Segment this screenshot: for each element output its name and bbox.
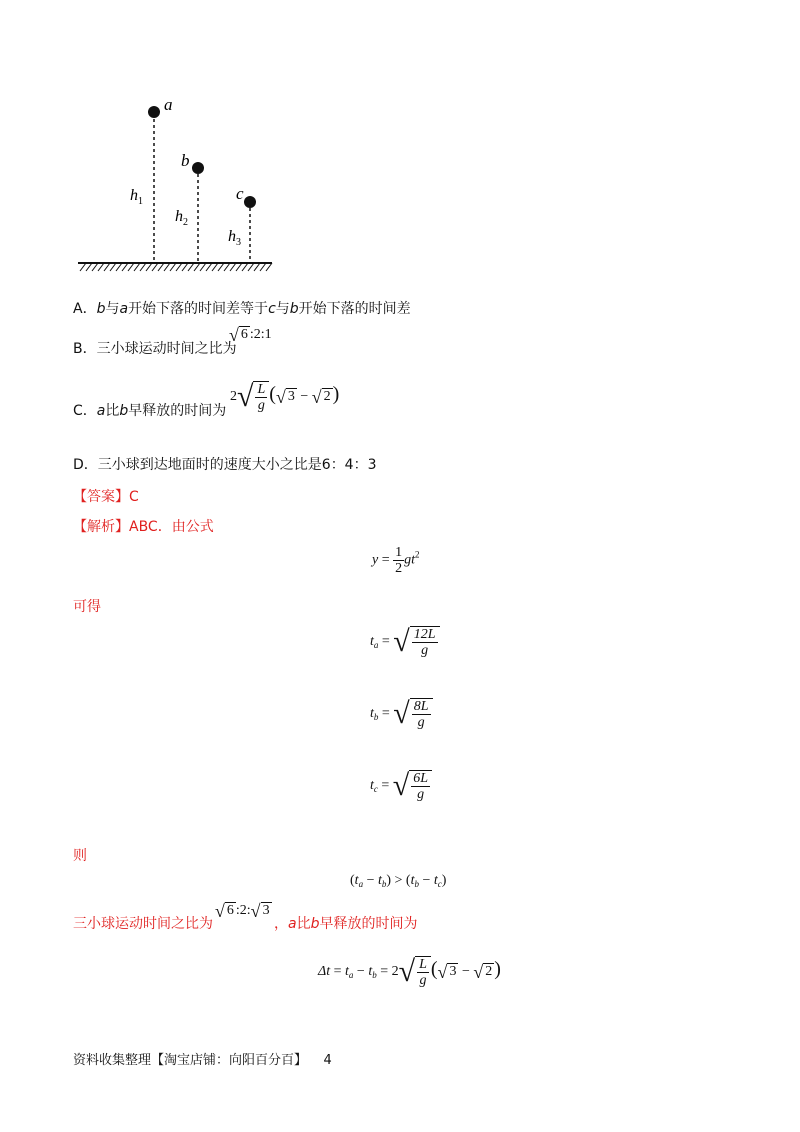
page-number: 4 (323, 1053, 332, 1068)
option-b: B．三小球运动时间之比为 (73, 341, 237, 357)
answer-line: 【答案】C (73, 489, 139, 505)
option-b-ratio: √ 6 :2:1 (229, 325, 272, 345)
formula-y: y = $\frac{1}{2}$ $gt^2$ (372, 545, 420, 576)
formula-delta: $\Delta t = t_a - t_b = 2$ √ $\frac{L}{g}$ ( √ 3 − √ 2 ) (318, 955, 501, 988)
option-c: C．a比b早释放的时间为 (73, 403, 227, 419)
formula-tc: $t_c$ = √ $\frac{6L}{g}$ (370, 770, 432, 802)
ball-c (244, 196, 256, 208)
height-label-h3: $h_3$ (228, 228, 241, 248)
height-label-h1: $h_1$ (130, 187, 143, 207)
footer: 资料收集整理【淘宝店铺：向阳百分百】 4 (73, 1053, 332, 1068)
release-text: ，a比b早释放的时间为 (274, 916, 418, 932)
ball-label-c: c (236, 184, 244, 203)
ratio-text: 三小球运动时间之比为 (73, 916, 213, 932)
ball-b (192, 162, 204, 174)
option-d: D．三小球到达地面时的速度大小之比是6：4：3 (73, 457, 377, 473)
kede-text: 可得 (73, 599, 101, 615)
analysis-line: 【解析】ABC．由公式 (73, 519, 214, 535)
ratio-expr: √ 6 :2: √ 3 (215, 901, 270, 921)
option-c-formula: 2 √ $\frac{L}{g}$ ( √ 3 − √ 2 ) (230, 380, 340, 413)
height-label-h2: $h_2$ (175, 208, 188, 228)
falling-balls-figure (60, 90, 290, 280)
formula-ta: $t_a$ = √ $\frac{12L}{g}$ (370, 626, 440, 658)
option-a: A．b与a开始下落的时间差等于c与b开始下落的时间差 (73, 301, 411, 317)
ball-a (148, 106, 160, 118)
ze-text: 则 (73, 848, 87, 864)
ball-label-a: a (164, 95, 173, 114)
inequality: $(t_a - t_b) > (t_b - t_c)$ (350, 873, 447, 889)
ground-hatching (80, 263, 272, 271)
formula-tb: $t_b$ = √ $\frac{8L}{g}$ (370, 698, 433, 730)
ball-label-b: b (181, 151, 190, 170)
